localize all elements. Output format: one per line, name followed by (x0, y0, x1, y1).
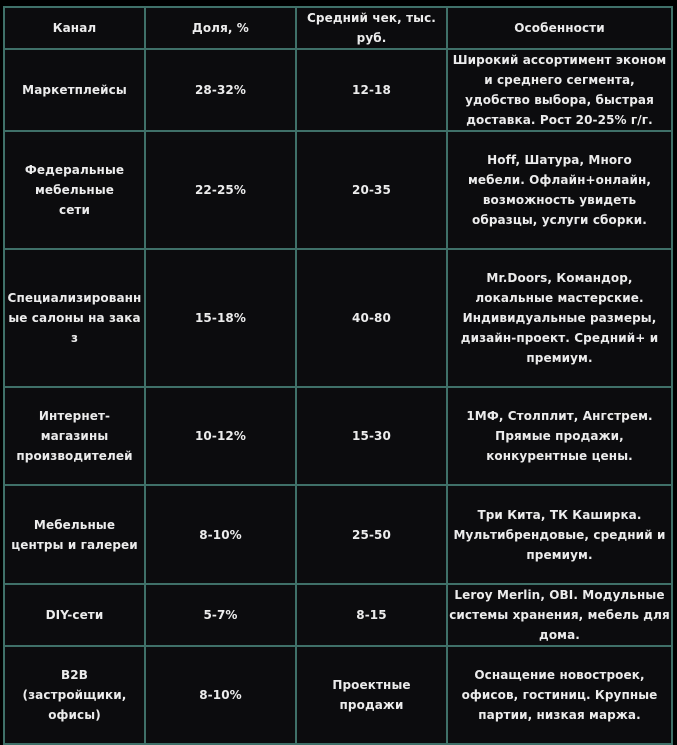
cell-channel: Федеральные мебельные сети (4, 131, 145, 249)
cell-features: Оснащение новостроек, офисов, гостиниц. Крупные партии, низкая маржа. (447, 646, 672, 744)
table-row (4, 49, 672, 131)
cell-features: Hoff, Шатура, Много мебели. Офлайн+онлайн, возможность увидеть образцы, услуги сборки. (447, 131, 672, 249)
table-row (4, 249, 672, 387)
cell-avg-check: 8-15 (296, 584, 447, 646)
cell-avg-check: Проектные продажи (296, 646, 447, 744)
header-avg-check: Средний чек, тыс. руб. (296, 7, 447, 49)
table-row (4, 584, 672, 646)
table-row (4, 131, 672, 249)
cell-channel: B2B (застройщики, офисы) (4, 646, 145, 744)
cell-share: 10-12% (145, 387, 296, 485)
cell-avg-check: 12-18 (296, 49, 447, 131)
cell-features: Leroy Merlin, OBI. Модульные системы хранения, мебель для дома. (447, 584, 672, 646)
cell-channel: Специализированные салоны на заказ (4, 249, 145, 387)
cell-features: Широкий ассортимент эконом и среднего сегмента, удобство выбора, быстрая доставка. Рост 20-25% г/г. (447, 49, 672, 131)
cell-channel: DIY-сети (4, 584, 145, 646)
table-header-row (4, 7, 672, 49)
table-row (4, 646, 672, 744)
cell-avg-check: 40-80 (296, 249, 447, 387)
cell-share: 8-10% (145, 646, 296, 744)
cell-share: 8-10% (145, 485, 296, 584)
table-row (4, 485, 672, 584)
header-channel: Канал (4, 7, 145, 49)
cell-features: Mr.Doors, Командор, локальные мастерские. Индивидуальные размеры, дизайн-проект. Средний+ и премиум. (447, 249, 672, 387)
cell-share: 22-25% (145, 131, 296, 249)
cell-share: 28-32% (145, 49, 296, 131)
cell-share: 15-18% (145, 249, 296, 387)
cell-channel: Мебельные центры и галереи (4, 485, 145, 584)
cell-avg-check: 25-50 (296, 485, 447, 584)
cell-channel: Маркетплейсы (4, 49, 145, 131)
table-row (4, 387, 672, 485)
cell-features: 1МФ, Столплит, Ангстрем. Прямые продажи, конкурентные цены. (447, 387, 672, 485)
sales-channels-table (3, 6, 673, 745)
cell-avg-check: 15-30 (296, 387, 447, 485)
cell-channel: Интернет-магазины производителей (4, 387, 145, 485)
cell-share: 5-7% (145, 584, 296, 646)
header-features: Особенности (447, 7, 672, 49)
cell-features: Три Кита, ТК Каширка. Мультибрендовые, средний и премиум. (447, 485, 672, 584)
header-share: Доля, % (145, 7, 296, 49)
cell-avg-check: 20-35 (296, 131, 447, 249)
